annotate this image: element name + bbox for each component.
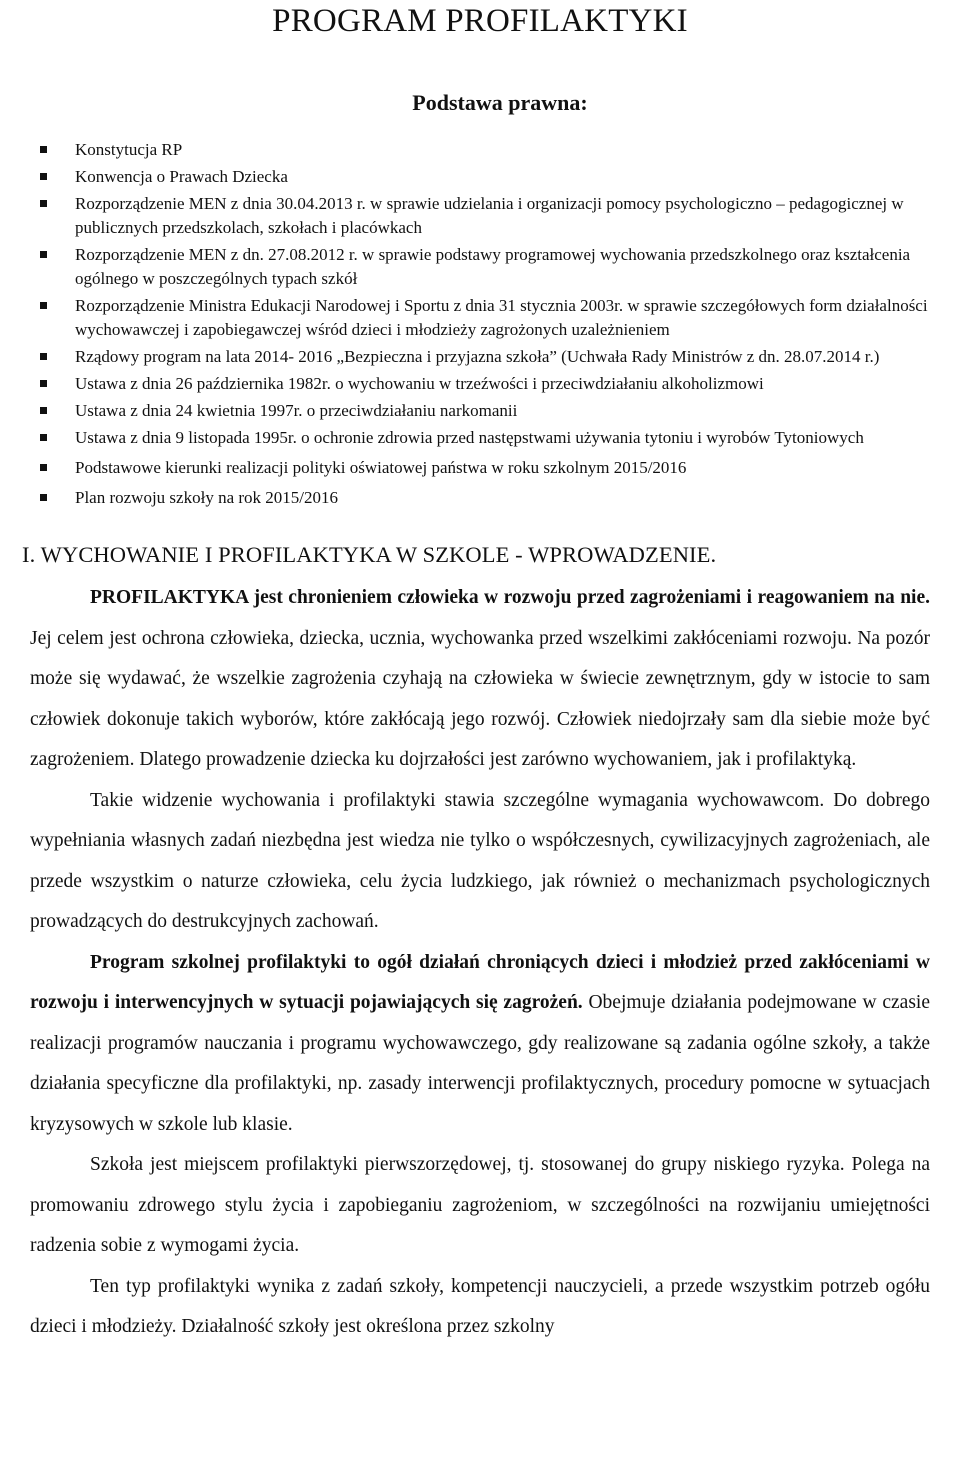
square-bullet-icon: [40, 302, 47, 309]
list-item: Ustawa z dnia 24 kwietnia 1997r. o przeciwdziałaniu narkomanii: [30, 399, 930, 423]
list-item: Konwencja o Prawach Dziecka: [30, 165, 930, 189]
square-bullet-icon: [40, 407, 47, 414]
square-bullet-icon: [40, 464, 47, 471]
paragraph-bold-lead: Program szkolnej profilaktyki to ogół działań chroniących dzieci i młodzież przed zakłóceniami w rozwoju i interwencyjnych w sytuacji pojawiających się zagrożeń.: [30, 951, 930, 1013]
list-item: Podstawowe kierunki realizacji polityki oświatowej państwa w roku szkolnym 2015/2016: [30, 456, 930, 480]
square-bullet-icon: [40, 353, 47, 360]
square-bullet-icon: [40, 380, 47, 387]
square-bullet-icon: [40, 200, 47, 207]
list-item: Rozporządzenie MEN z dnia 30.04.2013 r. w sprawie udzielania i organizacji pomocy psychologiczno – pedagogicznej w publicznych przedszkolach, szkołach i placówkach: [30, 192, 930, 240]
legal-basis-heading: Podstawa prawna:: [412, 90, 588, 115]
list-item: Rozporządzenie MEN z dn. 27.08.2012 r. w sprawie podstawy programowej wychowania przedszkolnego oraz kształcenia ogólnego w poszczególnych typach szkół: [30, 243, 930, 291]
list-item: Plan rozwoju szkoły na rok 2015/2016: [30, 486, 930, 510]
paragraph-typ-profilaktyki: Ten typ profilaktyki wynika z zadań szkoły, kompetencji nauczycieli, a przede wszystkim potrzeb ogółu dzieci i młodzieży. Działalność szkoły jest określona przez szkolny: [30, 1275, 930, 1337]
square-bullet-icon: [40, 146, 47, 153]
paragraph-program: [30, 943, 930, 1146]
square-bullet-icon: [40, 173, 47, 180]
paragraph-bold-lead: PROFILAKTYKA jest chronieniem człowieka w rozwoju przed zagrożeniami i reagowaniem na nie.: [90, 587, 930, 608]
paragraph-profilaktyka: [30, 578, 930, 781]
legal-basis-list: [30, 138, 930, 510]
square-bullet-icon: [40, 434, 47, 441]
paragraph-text: Obejmuje działania podejmowane w czasie realizacji programów nauczania i programu wychowawczego, gdy realizowane są zadania ogólne szkoły, a także działania specyficzne dla profilaktyki, np. zasady interwencji profilaktycznych, procedury pomocne w sytuacjach kryzysowych w szkole lub klasie.: [30, 992, 930, 1135]
paragraph-wychowanie: Takie widzenie wychowania i profilaktyki stawia szczególne wymagania wychowawcom. Do dobrego wypełniania własnych zadań niezbędna jest wiedza nie tylko o współczesnych, cywilizacyjnych zagrożeniach, ale przede wszystkim o naturze człowieka, celu życia ludzkiego, jak również o mechanizmach psychologicznych prowadzących do destrukcyjnych zachowań.: [30, 789, 930, 932]
list-item: Ustawa z dnia 9 listopada 1995r. o ochronie zdrowia przed następstwami używania tytoniu i wyrobów Tytoniowych: [30, 426, 930, 450]
list-item: Ustawa z dnia 26 października 1982r. o wychowaniu w trzeźwości i przeciwdziałaniu alkoholizmowi: [30, 372, 930, 396]
list-item: Rozporządzenie Ministra Edukacji Narodowej i Sportu z dnia 31 stycznia 2003r. w sprawie szczegółowych form działalności wychowawczej i zapobiegawczej wśród dzieci i młodzieży zagrożonych uzależnieniem: [30, 294, 930, 342]
square-bullet-icon: [40, 494, 47, 501]
document-title: PROGRAM PROFILAKTYKI: [272, 3, 688, 39]
paragraph-szkola: Szkoła jest miejscem profilaktyki pierwszorzędowej, tj. stosowanej do grupy niskiego ryzyka. Polega na promowaniu zdrowego stylu życia i zapobieganiu zagrożeniom, w szczególności na rozwijaniu umiejętności radzenia sobie z wymogami życia.: [30, 1154, 930, 1256]
list-item: Rządowy program na lata 2014- 2016 „Bezpieczna i przyjazna szkoła” (Uchwała Rady Ministrów z dn. 28.07.2014 r.): [30, 345, 930, 369]
list-item: Konstytucja RP: [30, 138, 930, 162]
section-heading: I. WYCHOWANIE I PROFILAKTYKA W SZKOLE - WPROWADZENIE.: [22, 542, 717, 567]
square-bullet-icon: [40, 251, 47, 258]
paragraph-text: Jej celem jest ochrona człowieka, dziecka, ucznia, wychowanka przed wszelkimi zakłóceniami rozwoju. Na pozór może się wydawać, że wszelkie zagrożenia czyhają na człowieka w świecie zewnętrznym, gdy w istocie to sam człowiek dokonuje takich wyborów, które zakłócają jego rozwój. Człowiek niedojrzały sam dla siebie może być zagrożeniem. Dlatego prowadzenie dziecka ku dojrzałości jest zarówno wychowaniem, jak i profilaktyką.: [30, 627, 930, 770]
